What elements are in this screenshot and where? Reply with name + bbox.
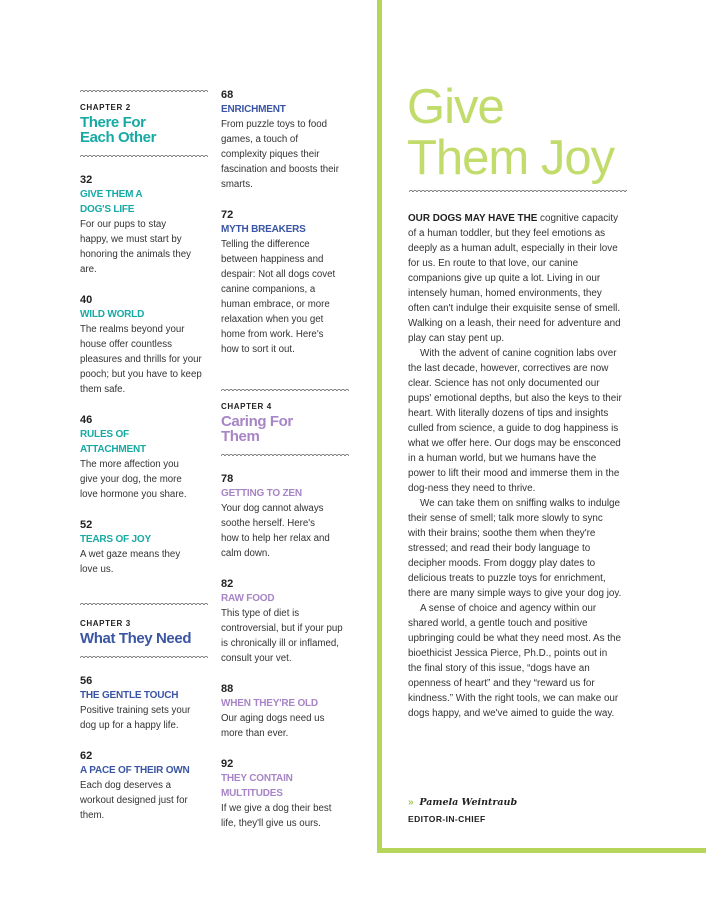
entry-title: MYTH BREAKERS [221, 224, 306, 235]
entry-description: Positive training sets your dog up for a happy life. [80, 705, 191, 731]
paragraph: A sense of choice and agency within our shared world, a gentle touch and positive upbringing could be what they need most. As the bioethicist Jessica Pierce, Ph.D., points out in the final story of this issue, “dogs have an openness of heart” and they “reward us for kindness.” With the right tools, we can make our dogs happy, and we've aimed to guide the way. [408, 603, 622, 719]
entry-description: Telling the difference between happiness and despair: Not all dogs covet canine companions, a human embrace, or more relaxation when you get home from work. Here's how to sort it out. [221, 239, 336, 355]
chapter-title: What They Need [80, 630, 192, 647]
toc-entry[interactable] [221, 208, 353, 357]
entry-title: RAW FOOD [221, 593, 275, 604]
entry-description: A wet gaze means they love us. [80, 549, 181, 575]
toc-entry[interactable] [221, 472, 353, 561]
toc-entry[interactable] [80, 674, 208, 733]
paragraph: With the advent of canine cognition labs over the last decade, however, correctives are now clear. Science has not only documented our pups' emotional depths, but also the keys to their heart. With literally dozens of tips and insights culled from science, a guide to dog happiness is what we offer here. Our dogs may be ensconced in a human world, but we humans have the power to lift their mood and immerse them in the dog-ness they need to thrive. [408, 348, 622, 494]
toc-entry[interactable] [80, 413, 208, 502]
headline-line-2: Them Joy [407, 131, 615, 185]
headline-divider [409, 188, 627, 192]
entry-title: GIVE THEM A DOG'S LIFE [80, 189, 143, 215]
chapter-label: CHAPTER 4 [221, 402, 272, 411]
page-number: 46 [80, 414, 93, 426]
entry-title: ENRICHMENT [221, 104, 286, 115]
entry-description: If we give a dog their best life, they'll give us ours. [221, 803, 332, 829]
chapter-label: CHAPTER 3 [80, 619, 131, 628]
toc-entry[interactable] [80, 749, 208, 823]
editorial-body [408, 211, 622, 721]
entry-title: A PACE OF THEIR OWN [80, 765, 190, 776]
page-number: 92 [221, 758, 234, 770]
toc-entry[interactable] [221, 757, 353, 831]
author-role: EDITOR-IN-CHIEF [408, 814, 486, 824]
chapter-divider [221, 452, 349, 456]
page-number: 68 [221, 89, 234, 101]
page-number: 88 [221, 683, 234, 695]
page-number: 52 [80, 519, 93, 531]
chapter-label: CHAPTER 2 [80, 103, 131, 112]
chapter-divider [80, 654, 208, 658]
entry-description: Our aging dogs need us more than ever. [221, 713, 325, 739]
entry-title: WHEN THEY'RE OLD [221, 698, 318, 709]
toc-entry[interactable] [221, 577, 353, 666]
entry-title: RULES OF ATTACHMENT [80, 429, 146, 455]
entry-title: THE GENTLE TOUCH [80, 690, 179, 701]
page-number: 82 [221, 578, 234, 590]
double-chevron-icon: » [408, 797, 414, 808]
chapter-title: Caring For Them [221, 413, 293, 445]
entry-description: Each dog deserves a workout designed just for them. [80, 780, 188, 821]
paragraph: OUR DOGS MAY HAVE THE cognitive capacity of a human toddler, but they feel emotions as deeply as a human adult, especially in their love for us. En route to that love, our canine companions give up quite a lot. Living in our intensely human, homed environments, they often can't indulge their exquisite sense of smell. Walking on a leash, their need for adventure and play can stay pent up. [408, 213, 621, 344]
author-name: Pamela Weintraub [419, 797, 518, 808]
chapter-divider [80, 88, 208, 92]
chapter-divider [80, 153, 208, 157]
page-number: 56 [80, 675, 93, 687]
signoff [408, 796, 628, 824]
editorial-headline [407, 82, 647, 184]
entry-description: The more affection you give your dog, the more love hormone you share. [80, 459, 187, 500]
entry-description: The realms beyond your house offer countless pleasures and thrills for your pooch; but you have to keep them safe. [80, 324, 202, 395]
paragraph: We can take them on sniffing walks to indulge their sense of smell; talk more slowly to sync with their brains; soothe them when they're stressed; and read their body language to decipher moods. From doggy play dates to delicious treats to puzzle toys for enrichment, there are many simple ways to give your dog joy. [408, 498, 622, 599]
page-number: 62 [80, 750, 93, 762]
toc-column-1 [80, 88, 208, 823]
chapter-title: There For Each Other [80, 114, 157, 146]
entry-description: Your dog cannot always soothe herself. Here's how to help her relax and calm down. [221, 503, 330, 559]
page-number: 32 [80, 174, 93, 186]
entry-title: THEY CONTAIN MULTITUDES [221, 773, 293, 799]
lead-in: OUR DOGS MAY HAVE THE [408, 213, 538, 224]
entry-description: This type of diet is controversial, but if your pup is chronically ill or inflamed, consult your vet. [221, 608, 343, 664]
chapter-divider [221, 387, 349, 391]
page-number: 72 [221, 209, 234, 221]
toc-column-2 [221, 88, 353, 831]
page-number: 40 [80, 294, 93, 306]
toc-entry[interactable] [80, 293, 208, 397]
headline-line-1: Give [407, 80, 504, 134]
toc-entry[interactable] [221, 88, 353, 192]
entry-description: From puzzle toys to food games, a touch of complexity piques their fascination and boosts their smarts. [221, 119, 339, 190]
entry-title: WILD WORLD [80, 309, 145, 320]
toc-entry[interactable] [80, 518, 208, 577]
entry-title: TEARS OF JOY [80, 534, 151, 545]
page-number: 78 [221, 473, 234, 485]
entry-title: GETTING TO ZEN [221, 488, 302, 499]
chapter-divider [80, 601, 208, 605]
entry-description: For our pups to stay happy, we must start by honoring the animals they are. [80, 219, 191, 275]
toc-entry[interactable] [221, 682, 353, 741]
toc-entry[interactable] [80, 173, 208, 277]
